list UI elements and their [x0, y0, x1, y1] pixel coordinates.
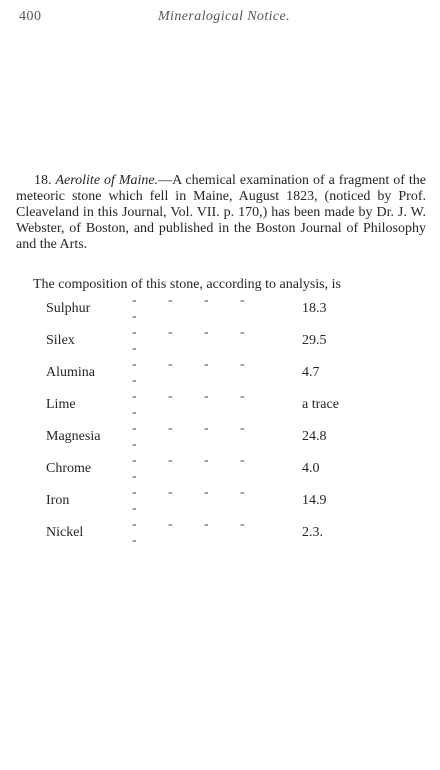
leader-dash: -: [132, 437, 137, 452]
leader-dash: -: [204, 293, 209, 308]
leader-dashes: [132, 485, 302, 517]
element-value: 24.8: [302, 429, 327, 444]
leader-dash: -: [132, 293, 137, 308]
article-title: Aerolite of Maine.: [55, 173, 159, 188]
table-row: [46, 421, 372, 453]
leader-dash: -: [240, 485, 245, 500]
page-number: 400: [19, 9, 42, 24]
leader-dash: -: [168, 325, 173, 340]
table-row: [46, 485, 372, 517]
leader-dashes: [132, 325, 302, 357]
leader-dashes: [132, 389, 302, 421]
leader-dash: -: [204, 389, 209, 404]
leader-dash: -: [168, 389, 173, 404]
leader-dash: -: [240, 293, 245, 308]
element-name: Iron: [46, 493, 70, 508]
table-row: [46, 517, 372, 549]
leader-dash: -: [168, 485, 173, 500]
leader-dash: -: [168, 293, 173, 308]
leader-dashes: [132, 453, 302, 485]
element-name: Lime: [46, 397, 76, 412]
leader-dashes: [132, 421, 302, 453]
leader-dash: -: [204, 325, 209, 340]
table-row: [46, 293, 372, 325]
leader-dash: -: [132, 341, 137, 356]
running-head: Mineralogical Notice.: [158, 9, 291, 24]
article-number: 18.: [34, 173, 52, 188]
leader-dash: -: [132, 501, 137, 516]
leader-dash: -: [168, 421, 173, 436]
leader-dash: -: [132, 325, 137, 340]
element-value: 14.9: [302, 493, 327, 508]
table-row: [46, 389, 372, 421]
table-row: [46, 325, 372, 357]
element-name: Chrome: [46, 461, 92, 476]
leader-dash: -: [132, 373, 137, 388]
leader-dash: -: [204, 357, 209, 372]
composition-intro: The composition of this stone, according to analysis, is: [33, 277, 341, 292]
element-value: 4.0: [302, 461, 320, 476]
leader-dash: -: [240, 453, 245, 468]
leader-dashes: [132, 293, 302, 325]
composition-table-body: [46, 293, 372, 549]
element-value: 18.3: [302, 301, 327, 316]
element-name: Silex: [46, 333, 75, 348]
composition-table: [46, 293, 372, 549]
leader-dash: -: [240, 325, 245, 340]
element-name: Sulphur: [46, 301, 91, 316]
leader-dash: -: [132, 309, 137, 324]
leader-dash: -: [240, 517, 245, 532]
leader-dashes: [132, 517, 302, 549]
leader-dash: -: [132, 485, 137, 500]
element-name: Nickel: [46, 525, 84, 540]
leader-dash: -: [132, 421, 137, 436]
table-row: [46, 453, 372, 485]
leader-dash: -: [240, 389, 245, 404]
article-paragraph: [16, 173, 426, 253]
leader-dash: -: [168, 357, 173, 372]
leader-dash: -: [132, 357, 137, 372]
leader-dash: -: [132, 389, 137, 404]
leader-dash: -: [240, 421, 245, 436]
leader-dash: -: [132, 517, 137, 532]
element-name: Alumina: [46, 365, 95, 380]
leader-dash: -: [168, 517, 173, 532]
element-value: 29.5: [302, 333, 327, 348]
element-value: a trace: [302, 397, 339, 412]
element-value: 4.7: [302, 365, 320, 380]
leader-dash: -: [204, 453, 209, 468]
leader-dash: -: [132, 405, 137, 420]
leader-dash: -: [240, 357, 245, 372]
article-body: —A chemical examination of a fragment of the meteoric stone which fell in Maine, August 1823, (noticed by Prof. Cleaveland in this Journal, Vol. VII. p. 170,) has been made by Dr. J. W. Webster, of Boston, and published in the Boston Journal of Philosophy and the Arts.: [16, 173, 426, 252]
element-name: Magnesia: [46, 429, 101, 444]
leader-dash: -: [204, 421, 209, 436]
table-row: [46, 357, 372, 389]
element-value: 2.3.: [302, 525, 323, 540]
leader-dash: -: [204, 485, 209, 500]
leader-dash: -: [204, 517, 209, 532]
leader-dashes: [132, 357, 302, 389]
leader-dash: -: [132, 533, 137, 548]
leader-dash: -: [132, 453, 137, 468]
leader-dash: -: [132, 469, 137, 484]
leader-dash: -: [168, 453, 173, 468]
